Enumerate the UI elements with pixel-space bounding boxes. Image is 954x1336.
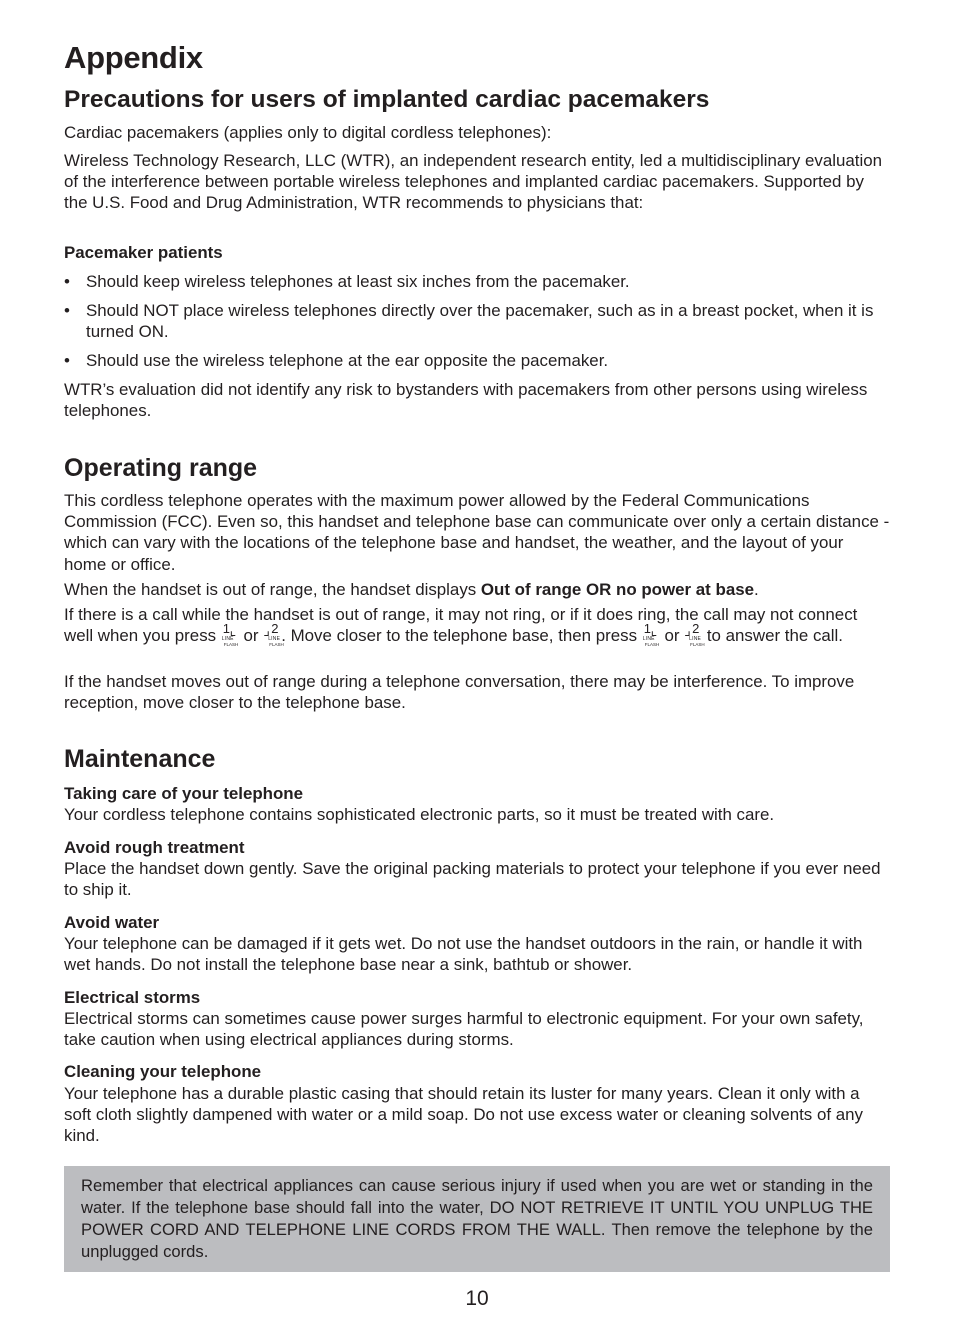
key-number: 2 [692,621,700,637]
maintenance-item-title: Electrical storms [64,988,201,1007]
key-number: 2 [271,621,279,637]
operating-paragraph-3-text: to answer the call. [702,626,843,646]
bullet-text: Should keep wireless telephones at least six inches from the pacemaker. [86,272,630,291]
maintenance-item-text: Your cordless telephone contains sophisticated electronic parts, so it must be treated with care. [64,805,775,824]
maintenance-item-text: Place the handset down gently. Save the original packing materials to protect your telephone if you ever need to ship it. [64,859,881,900]
or-text: or [659,626,685,646]
maintenance-heading: Maintenance [64,745,216,773]
pacemaker-intro: Cardiac pacemakers (applies only to digital cordless telephones): [64,123,552,142]
maintenance-item-title: Cleaning your telephone [64,1062,262,1081]
bullet-text: Should use the wireless telephone at the ear opposite the pacemaker. [86,351,609,370]
line1-flash-key-icon [221,621,239,648]
maintenance-item-text: Electrical storms can sometimes cause power surges harmful to electronic equipment. For your own safety, take caution when using electrical appliances during storms. [64,1009,864,1050]
or-text: or [238,626,264,646]
line2-flash-key-icon [684,621,705,648]
pacemaker-closing: WTR’s evaluation did not identify any risk to bystanders with pacemakers from other persons using wireless telephones. [64,380,868,421]
bullet-text: Should NOT place wireless telephones directly over the pacemaker, such as in a breast pocket, when it is turned ON. [86,301,874,342]
key-number: 1 [222,621,231,637]
maintenance-item-title: Avoid rough treatment [64,838,245,857]
key-label: LINE [268,636,281,643]
key-label: LINE [642,636,655,643]
operating-paragraph-2-end: . [754,580,759,599]
operating-paragraph-3-text: . Move closer to the telephone base, then press [281,626,642,646]
page-title: Appendix [64,40,203,75]
maintenance-item-title: Avoid water [64,913,160,932]
pacemaker-patients-subheading: Pacemaker patients [64,243,223,262]
handset-arc-icon: ⌟ [684,622,691,639]
operating-paragraph-2 [64,579,890,600]
pacemaker-paragraph: Wireless Technology Research, LLC (WTR), an independent research entity, led a multidisciplinary evaluation of the interference between portable wireless telephones and implanted cardiac pacemakers. Supported by the U.S. Food and Drug Administration, WTR recommends to physicians that: [64,151,883,213]
handset-arc-icon: ⌞ [229,622,237,639]
maintenance-item-text: Your telephone has a durable plastic casing that should retain its luster for many years. Clean it only with a soft cloth slightly dampened with water or a mild soap. Do not use excess water or cleaning solvents of any kind. [64,1084,863,1146]
operating-range-heading: Operating range [64,454,258,482]
handset-arc-icon: ⌟ [263,622,270,639]
key-label: LINE [689,636,702,643]
maintenance-item-text: Your telephone can be damaged if it gets wet. Do not use the handset outdoors in the rain, or handle it with wet hands. Do not install the telephone base near a sink, bathtub or shower. [64,934,863,975]
key-sublabel: FLASH [644,642,660,648]
bullet-dot: • [64,351,70,370]
out-of-range-message: Out of range OR no power at base [480,580,755,599]
key-sublabel: FLASH [269,642,284,648]
key-label: LINE [221,636,234,643]
safety-warning-box [64,1166,890,1272]
key-sublabel: FLASH [690,642,705,648]
maintenance-item-title: Taking care of your telephone [64,784,304,803]
operating-paragraph-1: This cordless telephone operates with the maximum power allowed by the Federal Communications Commission (FCC). Even so, this handset and telephone base can communicate over only a certain distance - which can vary with the locations of the telephone base and handset, the weather, and the layout of your home or office. [64,491,890,574]
bullet-dot: • [64,301,70,320]
line1-flash-key-icon [642,621,660,648]
operating-paragraph-2-text: When the handset is out of range, the handset displays [64,580,481,599]
key-number: 1 [643,621,651,637]
operating-paragraph-3-text: If there is a call while the handset is out of range, it may not ring, or if it does ring, the call may not connect well when you press [64,605,858,646]
line2-flash-key-icon [263,621,284,648]
handset-arc-icon: ⌞ [650,622,658,639]
pacemaker-heading: Precautions for users of implanted cardiac pacemakers [64,86,710,113]
safety-warning-text: Remember that electrical appliances can cause serious injury if used when you are wet or standing in the water. If the telephone base should fall into the water, DO NOT RETRIEVE IT UNTIL YOU UNPLUG THE POWER CORD AND TELEPHONE LINE CORDS FROM THE WALL. Then remove the telephone by the unplugged cords. [81,1176,873,1261]
operating-paragraph-4: If the handset moves out of range during a telephone conversation, there may be interference. To improve reception, move closer to the telephone base. [64,672,855,713]
bullet-dot: • [64,272,70,291]
operating-paragraph-3 [64,604,890,646]
page-number: 10 [465,1287,489,1310]
key-sublabel: FLASH [223,642,239,648]
